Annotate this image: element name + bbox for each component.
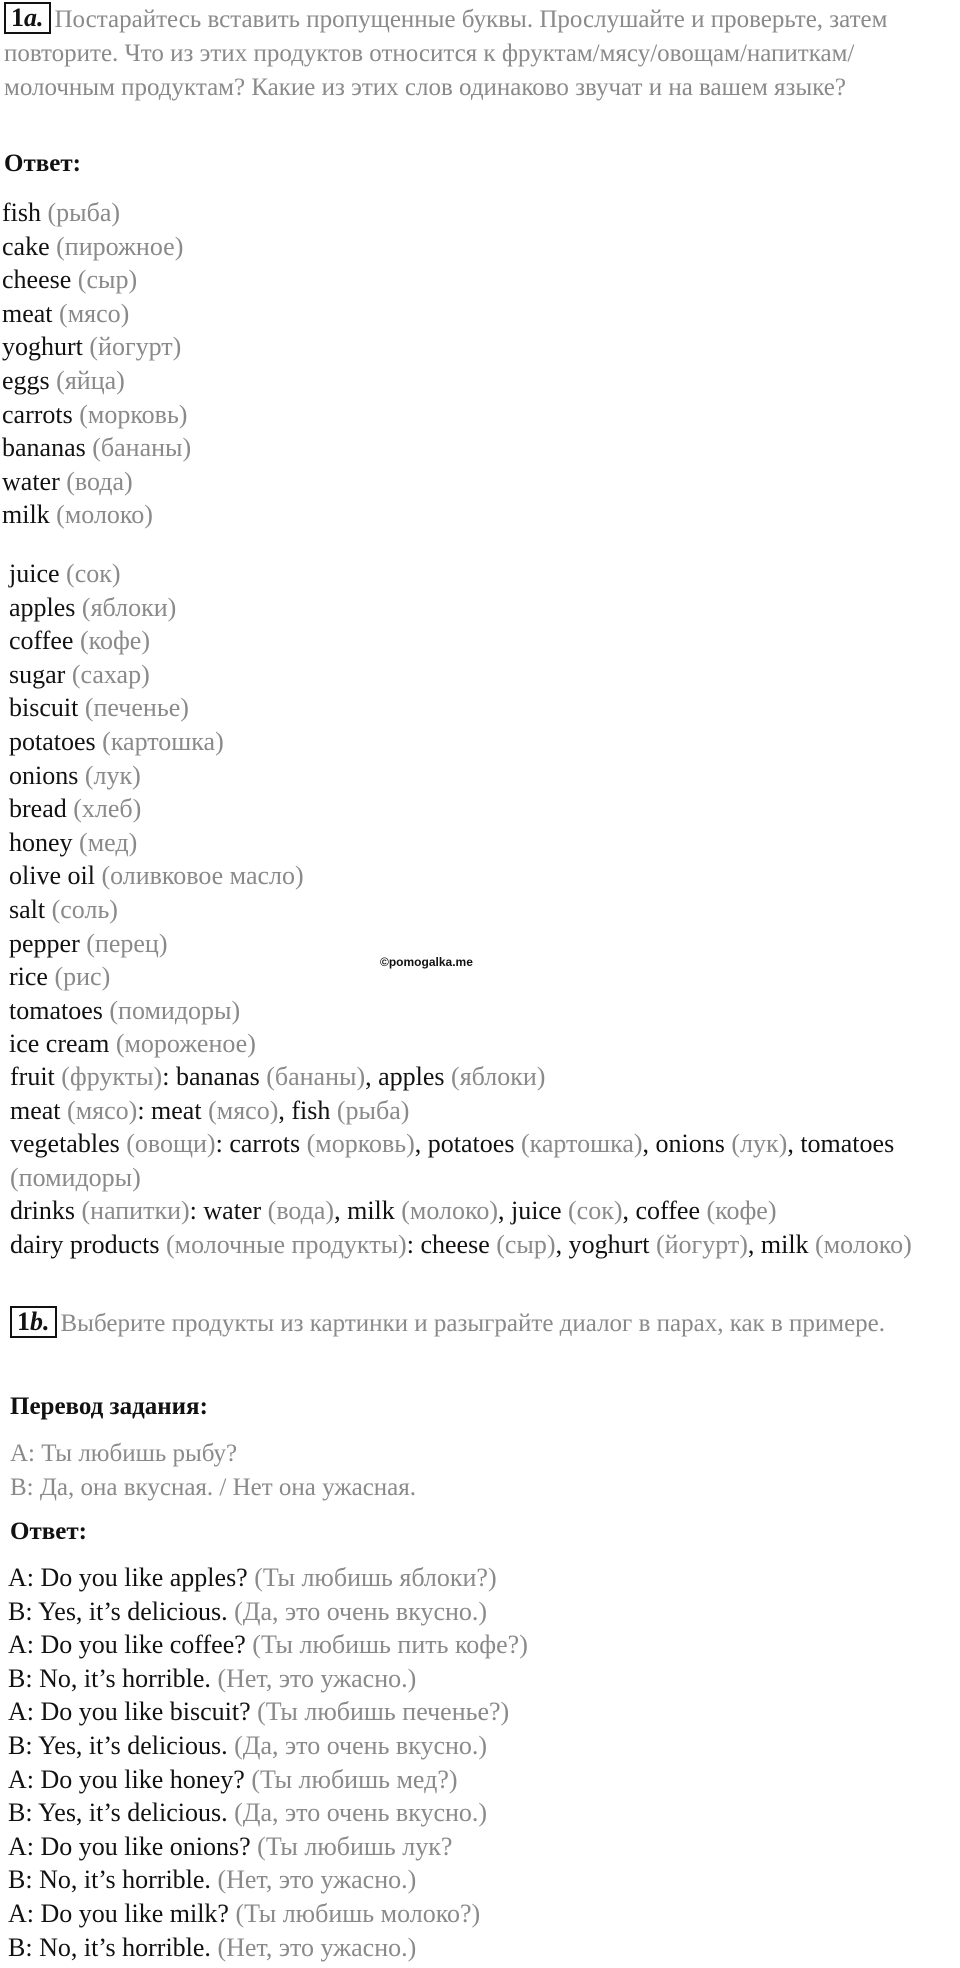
dialogue-ru: (Да, это очень вкусно.) bbox=[234, 1596, 488, 1626]
list-item bbox=[2, 431, 191, 465]
dialogue-en: A: Do you like onions? bbox=[8, 1831, 251, 1861]
category-item-en: coffee bbox=[635, 1196, 700, 1226]
category-item-ru: (картошка) bbox=[520, 1129, 643, 1159]
category-item-en: cheese bbox=[420, 1229, 490, 1259]
word-en: cheese bbox=[2, 265, 72, 295]
word-ru: (картошка) bbox=[102, 726, 224, 756]
word-ru: (кофе) bbox=[79, 626, 150, 656]
list-item bbox=[2, 330, 191, 364]
word-ru: (вода) bbox=[66, 466, 133, 496]
dialogue-ru: (Ты любишь яблоки?) bbox=[254, 1563, 497, 1592]
category-item-ru: (вода) bbox=[267, 1196, 335, 1226]
category-item-ru: (молоко) bbox=[401, 1196, 498, 1226]
category-item-en: meat bbox=[151, 1095, 202, 1125]
category-name-ru: (фрукты) bbox=[61, 1062, 163, 1091]
list-item bbox=[2, 465, 191, 499]
word-ru: (рис) bbox=[54, 962, 111, 992]
dialogue-ru: (Ты любишь мед?) bbox=[251, 1764, 458, 1794]
word-ru: (морковь) bbox=[79, 399, 188, 429]
category-item-ru: (йогурт) bbox=[655, 1229, 748, 1259]
list-item bbox=[2, 230, 191, 264]
dialogue-ru: (Да, это очень вкусно.) bbox=[234, 1730, 488, 1760]
word-en: meat bbox=[2, 298, 53, 328]
list-item bbox=[2, 297, 191, 331]
dialogue-line bbox=[8, 1628, 528, 1662]
word-ru: (мороженое) bbox=[115, 1029, 256, 1059]
word-en: juice bbox=[9, 559, 60, 588]
answer-label-2: Ответ: bbox=[10, 1518, 87, 1545]
category-item-ru: (сок) bbox=[568, 1196, 623, 1226]
category-item-ru: (сыр) bbox=[496, 1229, 556, 1259]
dialogue-ru: (Нет, это ужасно.) bbox=[217, 1932, 417, 1962]
dialogue-line bbox=[8, 1863, 528, 1897]
dialogue-line bbox=[8, 1695, 528, 1729]
list-item bbox=[9, 1027, 304, 1061]
list-item bbox=[9, 624, 304, 658]
word-en: water bbox=[2, 466, 60, 496]
dialogue-en: A: Do you like coffee? bbox=[8, 1630, 246, 1660]
word-en: bananas bbox=[2, 433, 86, 463]
list-item bbox=[2, 263, 191, 297]
category-item-en: onions bbox=[655, 1129, 725, 1159]
word-ru: (рыба) bbox=[47, 198, 121, 227]
category-name-ru: (молочные продукты) bbox=[165, 1229, 407, 1259]
dialogue-en: B: Yes, it’s delicious. bbox=[8, 1730, 228, 1760]
dialogue-ru: (Ты любишь молоко?) bbox=[235, 1898, 481, 1928]
list-item bbox=[9, 859, 304, 893]
category-name-en: fruit bbox=[10, 1062, 55, 1091]
word-ru: (сыр) bbox=[77, 265, 138, 295]
list-item bbox=[9, 759, 304, 793]
category-item-ru: (кофе) bbox=[706, 1196, 777, 1226]
word-en: honey bbox=[9, 827, 73, 857]
list-item bbox=[9, 960, 304, 994]
category-item-en: potatoes bbox=[427, 1129, 515, 1159]
watermark: ©pomogalka.me bbox=[380, 955, 473, 969]
dialogue-line bbox=[8, 1595, 528, 1629]
category-name-ru: (напитки) bbox=[81, 1196, 190, 1226]
category-item-ru: (молоко) bbox=[815, 1229, 912, 1259]
category-item-en: carrots bbox=[229, 1129, 301, 1159]
word-en: olive oil bbox=[9, 861, 95, 891]
category-item-ru: (яблоки) bbox=[451, 1062, 546, 1091]
category-item-ru: (лук) bbox=[731, 1129, 788, 1159]
category-item-en: water bbox=[203, 1196, 262, 1226]
category-item-ru: (мясо) bbox=[208, 1095, 279, 1125]
category-name-ru: (мясо) bbox=[67, 1095, 138, 1125]
word-list-1 bbox=[2, 196, 191, 532]
word-en: cake bbox=[2, 231, 50, 261]
word-list-2 bbox=[9, 557, 304, 1061]
translation-block bbox=[10, 1437, 416, 1505]
dialogue-en: A: Do you like biscuit? bbox=[8, 1697, 251, 1727]
word-en: sugar bbox=[9, 659, 66, 689]
category-row: vegetables (овощи): carrots (морковь), potatoes (картошка), onions (лук), tomatoes (помидоры) bbox=[10, 1129, 895, 1192]
list-item bbox=[9, 994, 304, 1028]
translation-line: B: Да, она вкусная. / Нет она ужасная. bbox=[10, 1474, 417, 1501]
word-en: ice cream bbox=[9, 1029, 110, 1059]
dialogue-en: B: Yes, it’s delicious. bbox=[8, 1596, 228, 1626]
category-row: meat (мясо): meat (мясо), fish (рыба) bbox=[10, 1095, 410, 1125]
dialogue-en: B: No, it’s horrible. bbox=[8, 1663, 211, 1693]
dialogue-list bbox=[8, 1561, 528, 1964]
category-item-en: juice bbox=[510, 1196, 562, 1226]
category-name-en: dairy products bbox=[10, 1229, 160, 1259]
word-ru: (лук) bbox=[84, 760, 141, 790]
category-list bbox=[10, 1060, 952, 1262]
word-ru: (оливковое масло) bbox=[101, 861, 304, 891]
dialogue-line bbox=[8, 1662, 528, 1696]
list-item bbox=[2, 364, 191, 398]
list-item bbox=[2, 196, 191, 230]
list-item bbox=[2, 498, 191, 532]
list-item bbox=[9, 591, 304, 625]
word-ru: (печенье) bbox=[84, 693, 189, 723]
dialogue-en: A: Do you like milk? bbox=[8, 1898, 229, 1928]
dialogue-ru: (Ты любишь лук? bbox=[257, 1831, 453, 1861]
task-badge-1b: 1b. bbox=[10, 1306, 57, 1338]
word-en: biscuit bbox=[9, 693, 79, 723]
category-row: drinks (напитки): water (вода), milk (молоко), juice (сок), coffee (кофе) bbox=[10, 1196, 777, 1226]
dialogue-line bbox=[8, 1897, 528, 1931]
word-en: coffee bbox=[9, 626, 74, 656]
word-en: yoghurt bbox=[2, 332, 83, 362]
translation-line: A: Ты любишь рыбу? bbox=[10, 1440, 238, 1467]
word-en: carrots bbox=[2, 399, 73, 429]
dialogue-ru: (Нет, это ужасно.) bbox=[217, 1663, 417, 1693]
category-name-en: drinks bbox=[10, 1196, 75, 1226]
word-ru: (перец) bbox=[86, 928, 168, 958]
task-1a-text: Постарайтесь вставить пропущенные буквы. Прослушайте и проверьте, затем повторите. Что из этих продуктов относится к фруктам/мясу/овощам/напиткам/молочным продуктам? Какие из этих слов одинаково звучат и на вашем языке? bbox=[4, 6, 888, 101]
word-en: pepper bbox=[9, 928, 80, 958]
category-row: dairy products (молочные продукты): cheese (сыр), yoghurt (йогурт), milk (молоко) bbox=[10, 1229, 912, 1259]
category-item-ru: (рыба) bbox=[336, 1095, 410, 1125]
word-en: rice bbox=[9, 962, 48, 992]
dialogue-en: B: No, it’s horrible. bbox=[8, 1932, 211, 1962]
word-ru: (помидоры) bbox=[109, 995, 241, 1025]
word-en: eggs bbox=[2, 365, 50, 395]
word-en: tomatoes bbox=[9, 995, 103, 1025]
task-badge-1a: 1a. bbox=[4, 2, 51, 34]
list-item bbox=[9, 658, 304, 692]
dialogue-line bbox=[8, 1763, 528, 1797]
category-row: fruit (фрукты): bananas (бананы), apples (яблоки) bbox=[10, 1062, 546, 1091]
category-item-en: milk bbox=[760, 1229, 809, 1259]
dialogue-ru: (Да, это очень вкусно.) bbox=[234, 1798, 488, 1828]
word-ru: (мед) bbox=[79, 827, 138, 857]
list-item bbox=[9, 691, 304, 725]
category-item-en: bananas bbox=[175, 1062, 260, 1091]
word-ru: (йогурт) bbox=[89, 332, 182, 362]
word-ru: (яйца) bbox=[56, 365, 125, 395]
category-item-en: fish bbox=[291, 1095, 331, 1125]
word-ru: (сахар) bbox=[71, 659, 150, 689]
word-ru: (молоко) bbox=[56, 500, 153, 530]
category-item-en: apples bbox=[378, 1062, 445, 1091]
list-item bbox=[9, 557, 304, 591]
dialogue-en: B: Yes, it’s delicious. bbox=[8, 1798, 228, 1828]
dialogue-en: B: No, it’s horrible. bbox=[8, 1865, 211, 1895]
category-item-ru: (бананы) bbox=[266, 1062, 366, 1091]
word-en: milk bbox=[2, 500, 50, 530]
word-ru: (бананы) bbox=[92, 433, 192, 463]
category-item-en: yoghurt bbox=[568, 1229, 650, 1259]
word-ru: (хлеб) bbox=[73, 794, 142, 824]
dialogue-line bbox=[8, 1830, 528, 1864]
dialogue-ru: (Ты любишь пить кофе?) bbox=[252, 1630, 528, 1660]
dialogue-line bbox=[8, 1561, 528, 1595]
category-name-ru: (овощи) bbox=[126, 1129, 216, 1159]
list-item bbox=[9, 927, 304, 961]
word-en: onions bbox=[9, 760, 79, 790]
dialogue-en: A: Do you like apples? bbox=[8, 1563, 248, 1592]
word-ru: (мясо) bbox=[59, 298, 130, 328]
word-ru: (соль) bbox=[51, 894, 118, 924]
dialogue-line bbox=[8, 1796, 528, 1830]
list-item bbox=[9, 826, 304, 860]
task-1b bbox=[10, 1306, 952, 1341]
task-1a bbox=[4, 2, 952, 105]
word-en: apples bbox=[9, 592, 76, 622]
category-name-en: vegetables bbox=[10, 1129, 120, 1159]
list-item bbox=[9, 725, 304, 759]
answer-label-1: Ответ: bbox=[4, 150, 81, 177]
word-en: salt bbox=[9, 894, 46, 924]
word-ru: (яблоки) bbox=[81, 592, 177, 622]
task-1b-text: Выберите продукты из картинки и разыграйте диалог в парах, как в примере. bbox=[60, 1310, 886, 1337]
dialogue-line bbox=[8, 1729, 528, 1763]
translation-label: Перевод задания: bbox=[10, 1393, 208, 1420]
list-item bbox=[9, 893, 304, 927]
dialogue-en: A: Do you like honey? bbox=[8, 1764, 245, 1794]
category-item-en: milk bbox=[347, 1196, 395, 1226]
word-en: potatoes bbox=[9, 726, 96, 756]
dialogue-ru: (Нет, это ужасно.) bbox=[217, 1865, 417, 1895]
word-ru: (пирожное) bbox=[56, 231, 184, 261]
dialogue-line bbox=[8, 1931, 528, 1965]
category-item-ru: (морковь) bbox=[306, 1129, 415, 1159]
category-item-ru: (помидоры) bbox=[10, 1162, 141, 1192]
dialogue-ru: (Ты любишь печенье?) bbox=[257, 1697, 510, 1727]
category-item-en: tomatoes bbox=[800, 1129, 895, 1159]
list-item bbox=[9, 792, 304, 826]
word-en: bread bbox=[9, 794, 67, 824]
list-item bbox=[2, 398, 191, 432]
word-ru: (сок) bbox=[66, 559, 121, 588]
category-name-en: meat bbox=[10, 1095, 61, 1125]
word-en: fish bbox=[2, 198, 41, 227]
